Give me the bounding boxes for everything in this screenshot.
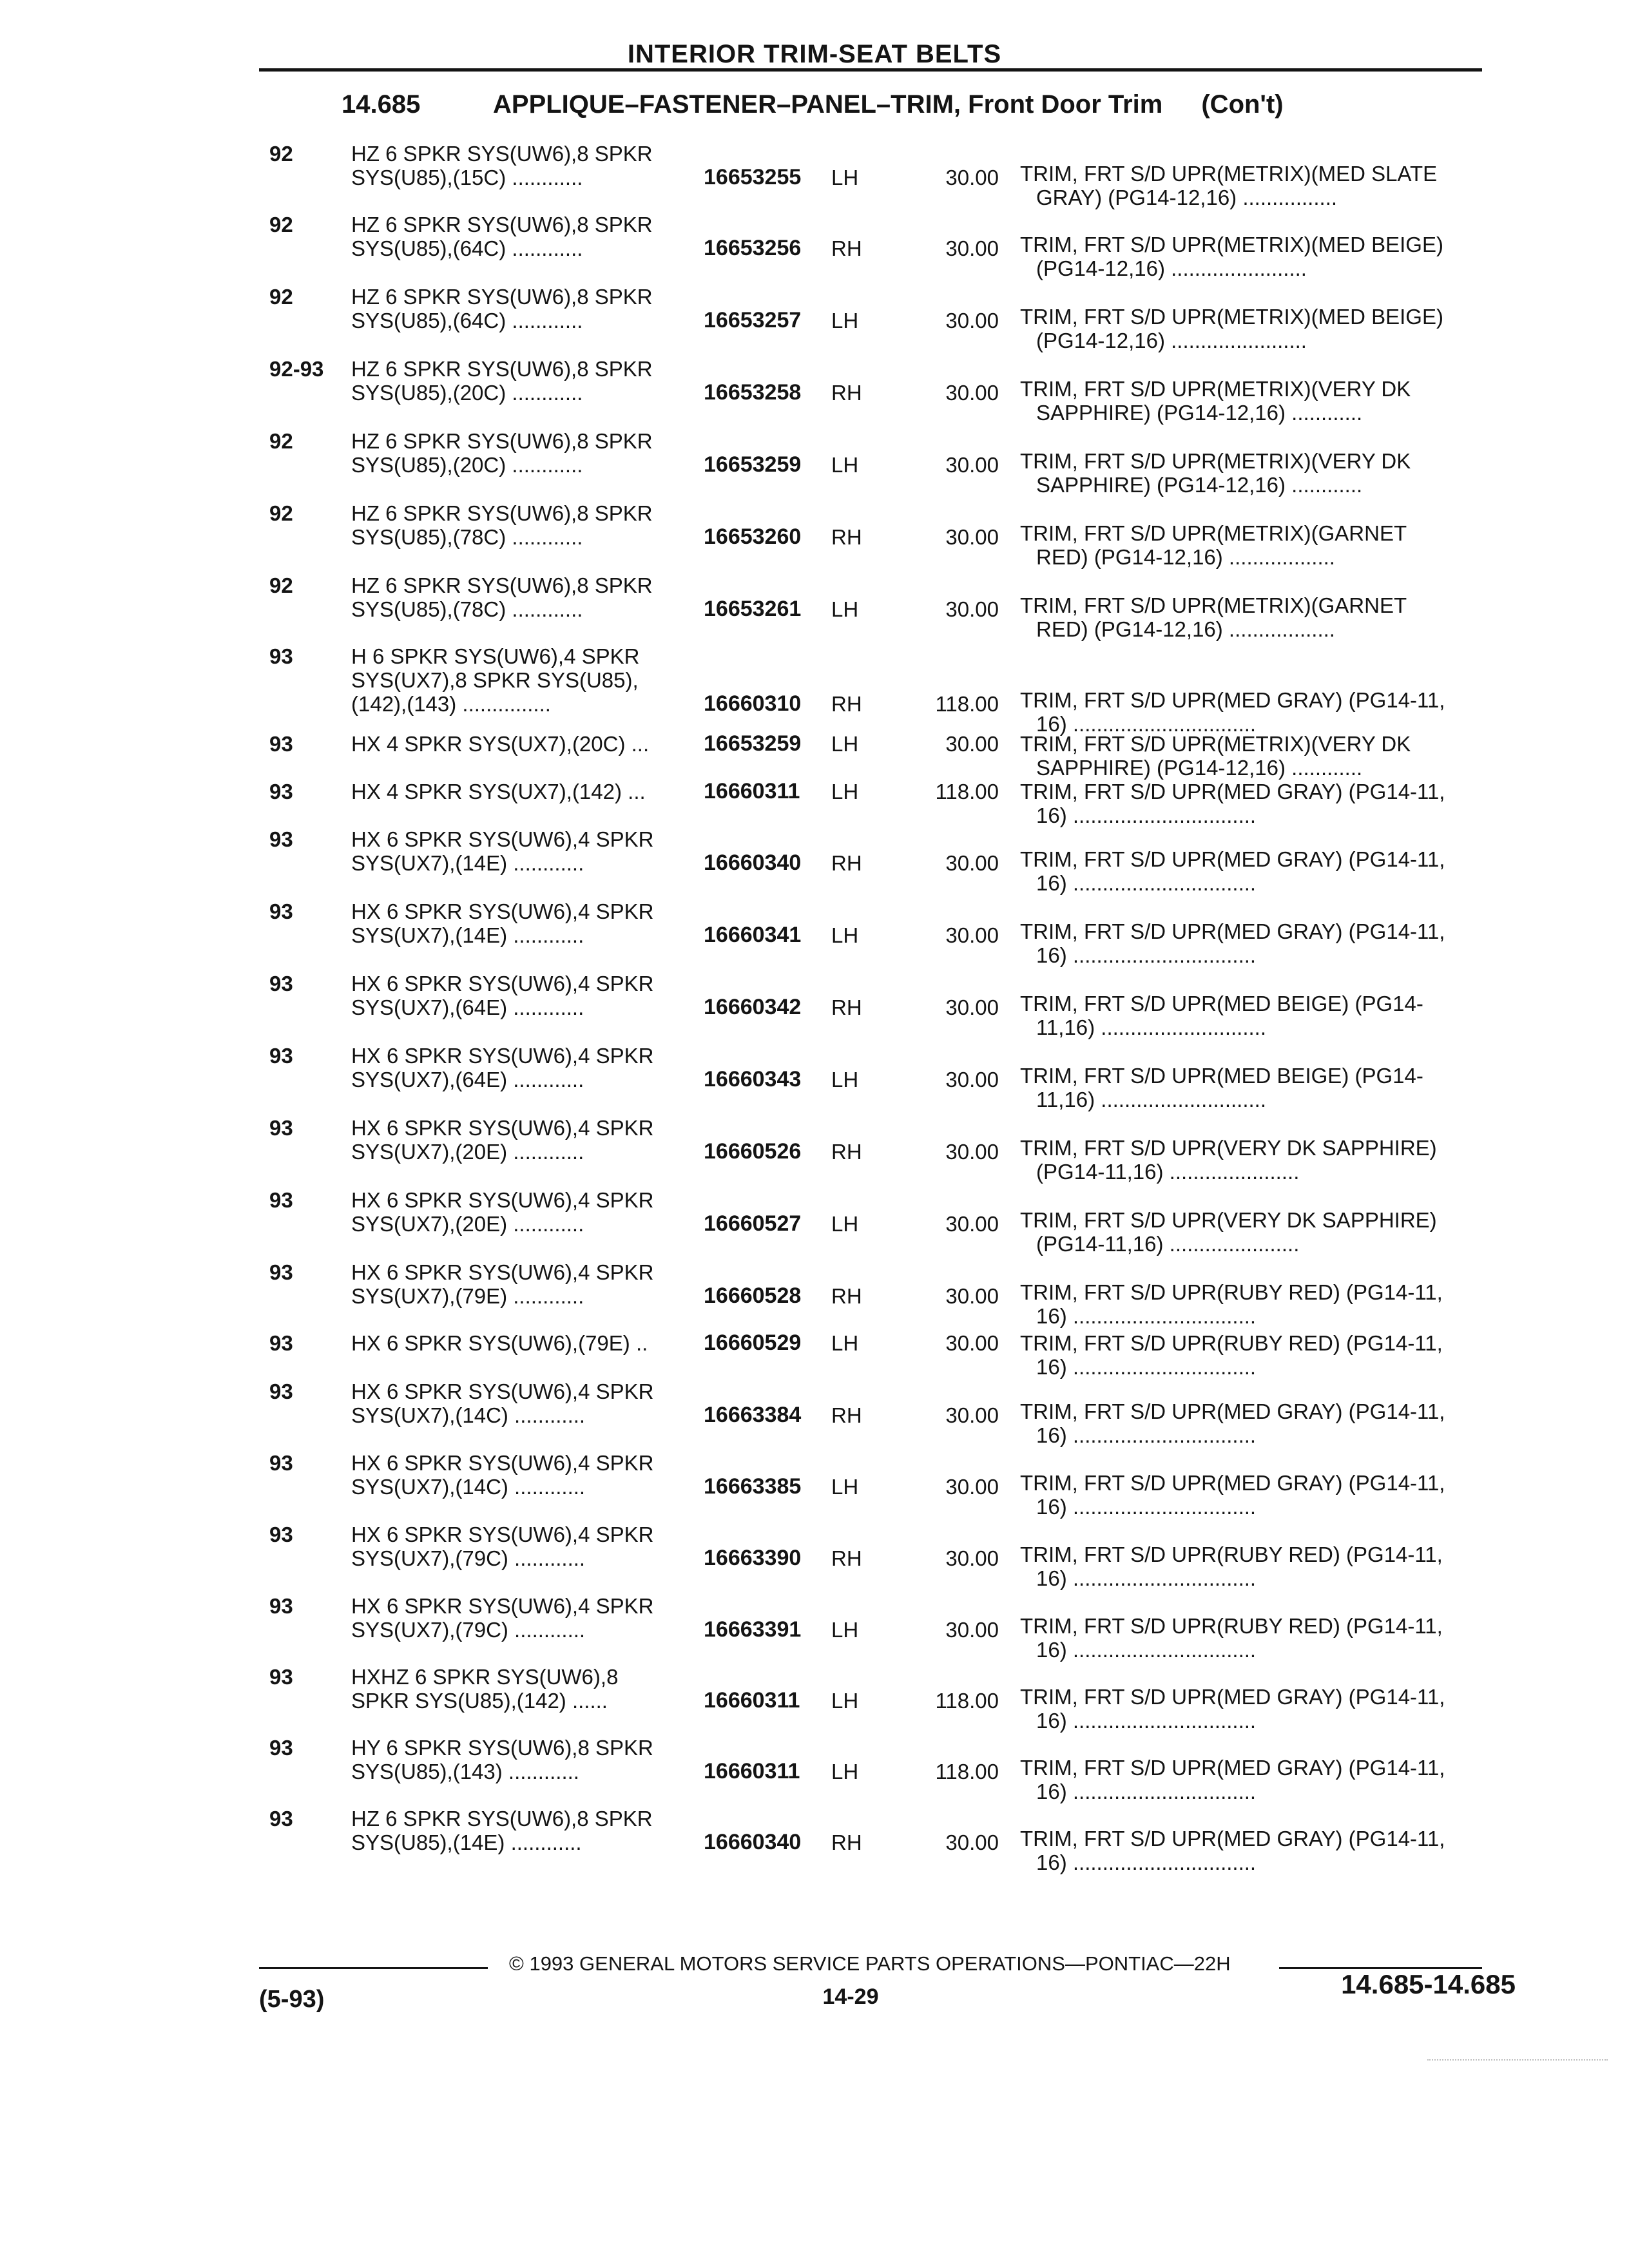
model-year: 93 bbox=[269, 1044, 293, 1068]
part-number: 16660310 bbox=[704, 691, 802, 716]
model-year: 93 bbox=[269, 1523, 293, 1546]
footer-rule-left bbox=[259, 1967, 488, 1969]
description bbox=[351, 1451, 699, 1499]
part-number: 16653259 bbox=[704, 731, 802, 756]
item-note bbox=[1020, 1064, 1503, 1111]
description-text: HX 6 SPKR SYS(UW6),4 SPKR bbox=[351, 1594, 654, 1618]
description-last-line: SYS(U85),(64C) ............ bbox=[351, 236, 583, 260]
item-note bbox=[1020, 593, 1503, 641]
note-line-2: (PG14-12,16) ....................... bbox=[1036, 329, 1307, 352]
side: LH bbox=[831, 1068, 859, 1091]
price: 30.00 bbox=[945, 1284, 999, 1308]
description bbox=[351, 357, 699, 405]
description bbox=[351, 1665, 699, 1713]
page-header-title: INTERIOR TRIM-SEAT BELTS bbox=[627, 40, 1002, 68]
price: 30.00 bbox=[945, 923, 999, 947]
side: LH bbox=[831, 1212, 859, 1236]
note-line-1: TRIM, FRT S/D UPR(RUBY RED) (PG14-11, bbox=[1020, 1331, 1443, 1355]
description-last-line: SYS(UX7),(14E) ............ bbox=[351, 851, 584, 875]
note-line-1: TRIM, FRT S/D UPR(METRIX)(MED SLATE bbox=[1020, 162, 1438, 186]
model-year: 92 bbox=[269, 285, 293, 309]
description bbox=[351, 1736, 699, 1783]
model-year: 93 bbox=[269, 644, 293, 668]
description bbox=[351, 780, 699, 803]
price: 30.00 bbox=[945, 597, 999, 621]
note-line-1: TRIM, FRT S/D UPR(MED GRAY) (PG14-11, bbox=[1020, 1471, 1445, 1495]
item-note bbox=[1020, 1136, 1503, 1184]
description-last-line: SYS(UX7),(14C) ............ bbox=[351, 1403, 586, 1427]
description-last-line: SPKR SYS(U85),(142) ...... bbox=[351, 1689, 608, 1713]
model-year: 93 bbox=[269, 1736, 293, 1760]
item-note bbox=[1020, 688, 1503, 736]
price: 30.00 bbox=[945, 1331, 999, 1355]
item-note bbox=[1020, 1756, 1503, 1803]
description-text: HZ 6 SPKR SYS(UW6),8 SPKR bbox=[351, 213, 653, 236]
note-line-1: TRIM, FRT S/D UPR(METRIX)(MED BEIGE) bbox=[1020, 233, 1443, 256]
note-line-2: 16) ............................... bbox=[1036, 1780, 1257, 1803]
side: RH bbox=[831, 995, 862, 1019]
note-line-1: TRIM, FRT S/D UPR(METRIX)(VERY DK bbox=[1020, 377, 1411, 401]
side: LH bbox=[831, 453, 859, 477]
note-line-2: (PG14-11,16) ...................... bbox=[1036, 1232, 1300, 1256]
item-note bbox=[1020, 1280, 1503, 1328]
model-year: 93 bbox=[269, 1260, 293, 1284]
side: LH bbox=[831, 309, 859, 332]
note-line-1: TRIM, FRT S/D UPR(VERY DK SAPPHIRE) bbox=[1020, 1208, 1437, 1232]
part-number: 16660340 bbox=[704, 1830, 802, 1854]
note-line-2: RED) (PG14-12,16) .................. bbox=[1036, 545, 1335, 569]
description-last-line: SYS(UX7),(79E) ............ bbox=[351, 1284, 584, 1308]
note-line-2: 16) ............................... bbox=[1036, 1495, 1257, 1519]
part-number: 16660311 bbox=[704, 779, 800, 803]
description-last-line: SYS(U85),(78C) ............ bbox=[351, 525, 583, 549]
price: 118.00 bbox=[935, 1760, 999, 1783]
description-last-line: SYS(U85),(78C) ............ bbox=[351, 597, 583, 621]
price: 30.00 bbox=[945, 1618, 999, 1642]
price: 30.00 bbox=[945, 309, 999, 332]
note-line-2: 16) ............................... bbox=[1036, 1423, 1257, 1447]
description-text: HX 6 SPKR SYS(UW6),4 SPKR bbox=[351, 1379, 654, 1403]
description-text: HZ 6 SPKR SYS(UW6),8 SPKR bbox=[351, 501, 653, 525]
note-line-1: TRIM, FRT S/D UPR(MED GRAY) (PG14-11, bbox=[1020, 1827, 1445, 1850]
description-last-line: SYS(U85),(20C) ............ bbox=[351, 381, 583, 405]
price: 118.00 bbox=[935, 1689, 999, 1713]
side: RH bbox=[831, 236, 862, 260]
price: 30.00 bbox=[945, 525, 999, 549]
item-note bbox=[1020, 1208, 1503, 1256]
description-text: HZ 6 SPKR SYS(UW6),8 SPKR bbox=[351, 429, 653, 453]
side: RH bbox=[831, 525, 862, 549]
side: LH bbox=[831, 1618, 859, 1642]
model-year: 93 bbox=[269, 1379, 293, 1403]
note-line-1: TRIM, FRT S/D UPR(RUBY RED) (PG14-11, bbox=[1020, 1280, 1443, 1304]
description-last-line: SYS(U85),(14E) ............ bbox=[351, 1831, 582, 1854]
section-continued: (Con't) bbox=[1201, 90, 1284, 119]
model-year: 93 bbox=[269, 1594, 293, 1618]
model-year: 92 bbox=[269, 573, 293, 597]
description-text: HX 6 SPKR SYS(UW6),4 SPKR bbox=[351, 1260, 654, 1284]
description-last-line: SYS(U85),(15C) ............ bbox=[351, 166, 583, 189]
footer-copyright: © 1993 GENERAL MOTORS SERVICE PARTS OPERATIONS—PONTIAC—22H bbox=[509, 1952, 1231, 1975]
description-text: H 6 SPKR SYS(UW6),4 SPKR SYS(UX7),8 SPKR SYS(U85), bbox=[351, 644, 640, 692]
part-number: 16660311 bbox=[704, 1688, 800, 1713]
model-year: 92 bbox=[269, 142, 293, 166]
section-number: 14.685 bbox=[342, 90, 421, 119]
note-line-2: (PG14-12,16) ....................... bbox=[1036, 256, 1307, 280]
part-number: 16653255 bbox=[704, 165, 802, 189]
model-year: 93 bbox=[269, 1451, 293, 1475]
part-number: 16653256 bbox=[704, 236, 802, 260]
note-line-2: 16) ............................... bbox=[1036, 1638, 1257, 1662]
note-line-2: SAPPHIRE) (PG14-12,16) ............ bbox=[1036, 756, 1363, 780]
description bbox=[351, 827, 699, 875]
price: 118.00 bbox=[935, 692, 999, 716]
description-text: HZ 6 SPKR SYS(UW6),8 SPKR bbox=[351, 357, 653, 381]
note-line-2: SAPPHIRE) (PG14-12,16) ............ bbox=[1036, 473, 1363, 497]
part-number: 16660526 bbox=[704, 1139, 802, 1164]
side: LH bbox=[831, 597, 859, 621]
footer-page-number: 14-29 bbox=[822, 1984, 879, 2009]
part-number: 16660343 bbox=[704, 1067, 802, 1091]
price: 30.00 bbox=[945, 236, 999, 260]
description-last-line: HX 4 SPKR SYS(UX7),(20C) ... bbox=[351, 732, 650, 756]
part-number: 16663384 bbox=[704, 1403, 802, 1427]
note-line-1: TRIM, FRT S/D UPR(RUBY RED) (PG14-11, bbox=[1020, 1614, 1443, 1638]
description-text: HX 6 SPKR SYS(UW6),4 SPKR bbox=[351, 972, 654, 995]
item-note bbox=[1020, 992, 1503, 1039]
side: RH bbox=[831, 1546, 862, 1570]
description bbox=[351, 1044, 699, 1091]
description-last-line: SYS(UX7),(14E) ............ bbox=[351, 923, 584, 947]
description-last-line: SYS(U85),(143) ............ bbox=[351, 1760, 579, 1783]
description bbox=[351, 429, 699, 477]
side: RH bbox=[831, 1403, 862, 1427]
note-line-1: TRIM, FRT S/D UPR(MED GRAY) (PG14-11, bbox=[1020, 847, 1445, 871]
item-note bbox=[1020, 449, 1503, 497]
price: 30.00 bbox=[945, 851, 999, 875]
description-last-line: SYS(UX7),(20E) ............ bbox=[351, 1140, 584, 1164]
note-line-2: 16) ............................... bbox=[1036, 1850, 1257, 1874]
note-line-1: TRIM, FRT S/D UPR(MED GRAY) (PG14-11, bbox=[1020, 688, 1445, 712]
item-note bbox=[1020, 521, 1503, 569]
section-title: APPLIQUE–FASTENER–PANEL–TRIM, Front Door Trim bbox=[493, 90, 1163, 119]
item-note bbox=[1020, 377, 1503, 425]
side: RH bbox=[831, 381, 862, 405]
part-number: 16660529 bbox=[704, 1331, 802, 1355]
note-line-1: TRIM, FRT S/D UPR(MED BEIGE) (PG14- bbox=[1020, 1064, 1423, 1088]
description bbox=[351, 732, 699, 756]
side: LH bbox=[831, 166, 859, 189]
description-text: HZ 6 SPKR SYS(UW6),8 SPKR bbox=[351, 573, 653, 597]
description bbox=[351, 899, 699, 947]
description bbox=[351, 285, 699, 332]
part-number: 16653259 bbox=[704, 452, 802, 477]
note-line-1: TRIM, FRT S/D UPR(MED GRAY) (PG14-11, bbox=[1020, 780, 1445, 803]
note-line-1: TRIM, FRT S/D UPR(METRIX)(VERY DK bbox=[1020, 449, 1411, 473]
note-line-1: TRIM, FRT S/D UPR(MED GRAY) (PG14-11, bbox=[1020, 1399, 1445, 1423]
side: LH bbox=[831, 923, 859, 947]
model-year: 93 bbox=[269, 827, 293, 851]
item-note bbox=[1020, 919, 1503, 967]
model-year: 93 bbox=[269, 780, 293, 803]
item-note bbox=[1020, 1827, 1503, 1874]
side: LH bbox=[831, 1475, 859, 1499]
note-line-2: (PG14-11,16) ...................... bbox=[1036, 1160, 1300, 1184]
part-number: 16653258 bbox=[704, 380, 802, 405]
model-year: 93 bbox=[269, 1807, 293, 1831]
price: 30.00 bbox=[945, 1403, 999, 1427]
model-year: 93 bbox=[269, 1188, 293, 1212]
scan-artifact bbox=[1427, 2059, 1608, 2061]
note-line-2: 16) ............................... bbox=[1036, 871, 1257, 895]
part-number: 16663391 bbox=[704, 1617, 802, 1642]
note-line-2: 11,16) ............................ bbox=[1036, 1088, 1267, 1111]
description bbox=[351, 644, 699, 716]
item-note bbox=[1020, 1614, 1503, 1662]
item-note bbox=[1020, 305, 1503, 352]
model-year: 92 bbox=[269, 501, 293, 525]
model-year: 93 bbox=[269, 1116, 293, 1140]
note-line-2: 16) ............................... bbox=[1036, 943, 1257, 967]
price: 30.00 bbox=[945, 995, 999, 1019]
description bbox=[351, 213, 699, 260]
price: 118.00 bbox=[935, 780, 999, 803]
part-number: 16660527 bbox=[704, 1211, 802, 1236]
description bbox=[351, 1594, 699, 1642]
note-line-2: 16) ............................... bbox=[1036, 1709, 1257, 1733]
note-line-2: 16) ............................... bbox=[1036, 1304, 1257, 1328]
description bbox=[351, 1331, 699, 1355]
part-number: 16660311 bbox=[704, 1759, 800, 1783]
model-year: 92 bbox=[269, 429, 293, 453]
description bbox=[351, 972, 699, 1019]
side: LH bbox=[831, 1689, 859, 1713]
item-note bbox=[1020, 1542, 1503, 1590]
description-last-line: (142),(143) ............... bbox=[351, 692, 551, 716]
description-text: HZ 6 SPKR SYS(UW6),8 SPKR bbox=[351, 285, 653, 309]
description-text: HY 6 SPKR SYS(UW6),8 SPKR bbox=[351, 1736, 653, 1760]
part-number: 16653257 bbox=[704, 308, 802, 332]
part-number: 16660340 bbox=[704, 850, 802, 875]
description-last-line: SYS(UX7),(14C) ............ bbox=[351, 1475, 586, 1499]
model-year: 93 bbox=[269, 1331, 293, 1355]
note-line-1: TRIM, FRT S/D UPR(METRIX)(VERY DK bbox=[1020, 732, 1411, 756]
side: RH bbox=[831, 851, 862, 875]
price: 30.00 bbox=[945, 1831, 999, 1854]
part-number: 16663385 bbox=[704, 1474, 802, 1499]
description bbox=[351, 1379, 699, 1427]
price: 30.00 bbox=[945, 1546, 999, 1570]
part-number: 16653261 bbox=[704, 597, 802, 621]
note-line-2: 16) ............................... bbox=[1036, 803, 1257, 827]
description-text: HXHZ 6 SPKR SYS(UW6),8 bbox=[351, 1665, 619, 1689]
note-line-2: 16) ............................... bbox=[1036, 1566, 1257, 1590]
note-line-1: TRIM, FRT S/D UPR(VERY DK SAPPHIRE) bbox=[1020, 1136, 1437, 1160]
item-note bbox=[1020, 732, 1503, 780]
note-line-2: 16) ............................... bbox=[1036, 712, 1257, 736]
item-note bbox=[1020, 162, 1503, 209]
description-text: HZ 6 SPKR SYS(UW6),8 SPKR bbox=[351, 1807, 653, 1831]
side: LH bbox=[831, 1331, 859, 1355]
description-text: HX 6 SPKR SYS(UW6),4 SPKR bbox=[351, 1523, 654, 1546]
description bbox=[351, 142, 699, 189]
description bbox=[351, 1807, 699, 1854]
description-text: HZ 6 SPKR SYS(UW6),8 SPKR bbox=[351, 142, 653, 166]
footer-date-code: (5-93) bbox=[259, 1986, 325, 2013]
side: RH bbox=[831, 1140, 862, 1164]
note-line-1: TRIM, FRT S/D UPR(METRIX)(GARNET bbox=[1020, 521, 1407, 545]
item-note bbox=[1020, 1471, 1503, 1519]
model-year: 92 bbox=[269, 213, 293, 236]
price: 30.00 bbox=[945, 1475, 999, 1499]
price: 30.00 bbox=[945, 1212, 999, 1236]
note-line-1: TRIM, FRT S/D UPR(MED GRAY) (PG14-11, bbox=[1020, 1685, 1445, 1709]
item-note bbox=[1020, 1685, 1503, 1733]
model-year: 93 bbox=[269, 732, 293, 756]
description-last-line: SYS(U85),(64C) ............ bbox=[351, 309, 583, 332]
price: 30.00 bbox=[945, 732, 999, 756]
description bbox=[351, 1116, 699, 1164]
description-text: HX 6 SPKR SYS(UW6),4 SPKR bbox=[351, 1451, 654, 1475]
item-note bbox=[1020, 847, 1503, 895]
note-line-2: RED) (PG14-12,16) .................. bbox=[1036, 617, 1335, 641]
description-last-line: HX 6 SPKR SYS(UW6),(79E) .. bbox=[351, 1331, 648, 1355]
description-last-line: SYS(UX7),(20E) ............ bbox=[351, 1212, 584, 1236]
description bbox=[351, 1188, 699, 1236]
note-line-1: TRIM, FRT S/D UPR(MED GRAY) (PG14-11, bbox=[1020, 919, 1445, 943]
description bbox=[351, 1260, 699, 1308]
price: 30.00 bbox=[945, 453, 999, 477]
part-number: 16660528 bbox=[704, 1283, 802, 1308]
part-number: 16653260 bbox=[704, 524, 802, 549]
description-last-line: SYS(UX7),(79C) ............ bbox=[351, 1618, 586, 1642]
description-last-line: SYS(UX7),(79C) ............ bbox=[351, 1546, 586, 1570]
note-line-2: SAPPHIRE) (PG14-12,16) ............ bbox=[1036, 401, 1363, 425]
price: 30.00 bbox=[945, 1140, 999, 1164]
note-line-1: TRIM, FRT S/D UPR(RUBY RED) (PG14-11, bbox=[1020, 1542, 1443, 1566]
note-line-1: TRIM, FRT S/D UPR(METRIX)(GARNET bbox=[1020, 593, 1407, 617]
side: LH bbox=[831, 732, 859, 756]
part-number: 16660342 bbox=[704, 995, 802, 1019]
description bbox=[351, 1523, 699, 1570]
description-text: HX 6 SPKR SYS(UW6),4 SPKR bbox=[351, 1116, 654, 1140]
description-text: HX 6 SPKR SYS(UW6),4 SPKR bbox=[351, 1188, 654, 1212]
description-last-line: HX 4 SPKR SYS(UX7),(142) ... bbox=[351, 780, 646, 803]
model-year: 93 bbox=[269, 972, 293, 995]
note-line-1: TRIM, FRT S/D UPR(MED GRAY) (PG14-11, bbox=[1020, 1756, 1445, 1780]
description-text: HX 6 SPKR SYS(UW6),4 SPKR bbox=[351, 1044, 654, 1068]
price: 30.00 bbox=[945, 1068, 999, 1091]
side: LH bbox=[831, 1760, 859, 1783]
part-number: 16663390 bbox=[704, 1546, 802, 1570]
item-note bbox=[1020, 1331, 1503, 1379]
description-text: HX 6 SPKR SYS(UW6),4 SPKR bbox=[351, 899, 654, 923]
model-year: 93 bbox=[269, 1665, 293, 1689]
side: RH bbox=[831, 1831, 862, 1854]
side: RH bbox=[831, 1284, 862, 1308]
description bbox=[351, 501, 699, 549]
description-last-line: SYS(U85),(20C) ............ bbox=[351, 453, 583, 477]
note-line-2: 16) ............................... bbox=[1036, 1355, 1257, 1379]
item-note bbox=[1020, 233, 1503, 280]
item-note bbox=[1020, 780, 1503, 827]
note-line-1: TRIM, FRT S/D UPR(MED BEIGE) (PG14- bbox=[1020, 992, 1423, 1015]
note-line-2: 11,16) ............................ bbox=[1036, 1015, 1267, 1039]
description bbox=[351, 573, 699, 621]
note-line-2: GRAY) (PG14-12,16) ................ bbox=[1036, 186, 1338, 209]
price: 30.00 bbox=[945, 381, 999, 405]
model-year: 92-93 bbox=[269, 357, 324, 381]
model-year: 93 bbox=[269, 899, 293, 923]
item-note bbox=[1020, 1399, 1503, 1447]
part-number: 16660341 bbox=[704, 923, 802, 947]
price: 30.00 bbox=[945, 166, 999, 189]
side: LH bbox=[831, 780, 859, 803]
description-text: HX 6 SPKR SYS(UW6),4 SPKR bbox=[351, 827, 654, 851]
side: RH bbox=[831, 692, 862, 716]
footer-section-range: 14.685-14.685 bbox=[1341, 1969, 1516, 1999]
note-line-1: TRIM, FRT S/D UPR(METRIX)(MED BEIGE) bbox=[1020, 305, 1443, 329]
description-last-line: SYS(UX7),(64E) ............ bbox=[351, 1068, 584, 1091]
description-last-line: SYS(UX7),(64E) ............ bbox=[351, 995, 584, 1019]
